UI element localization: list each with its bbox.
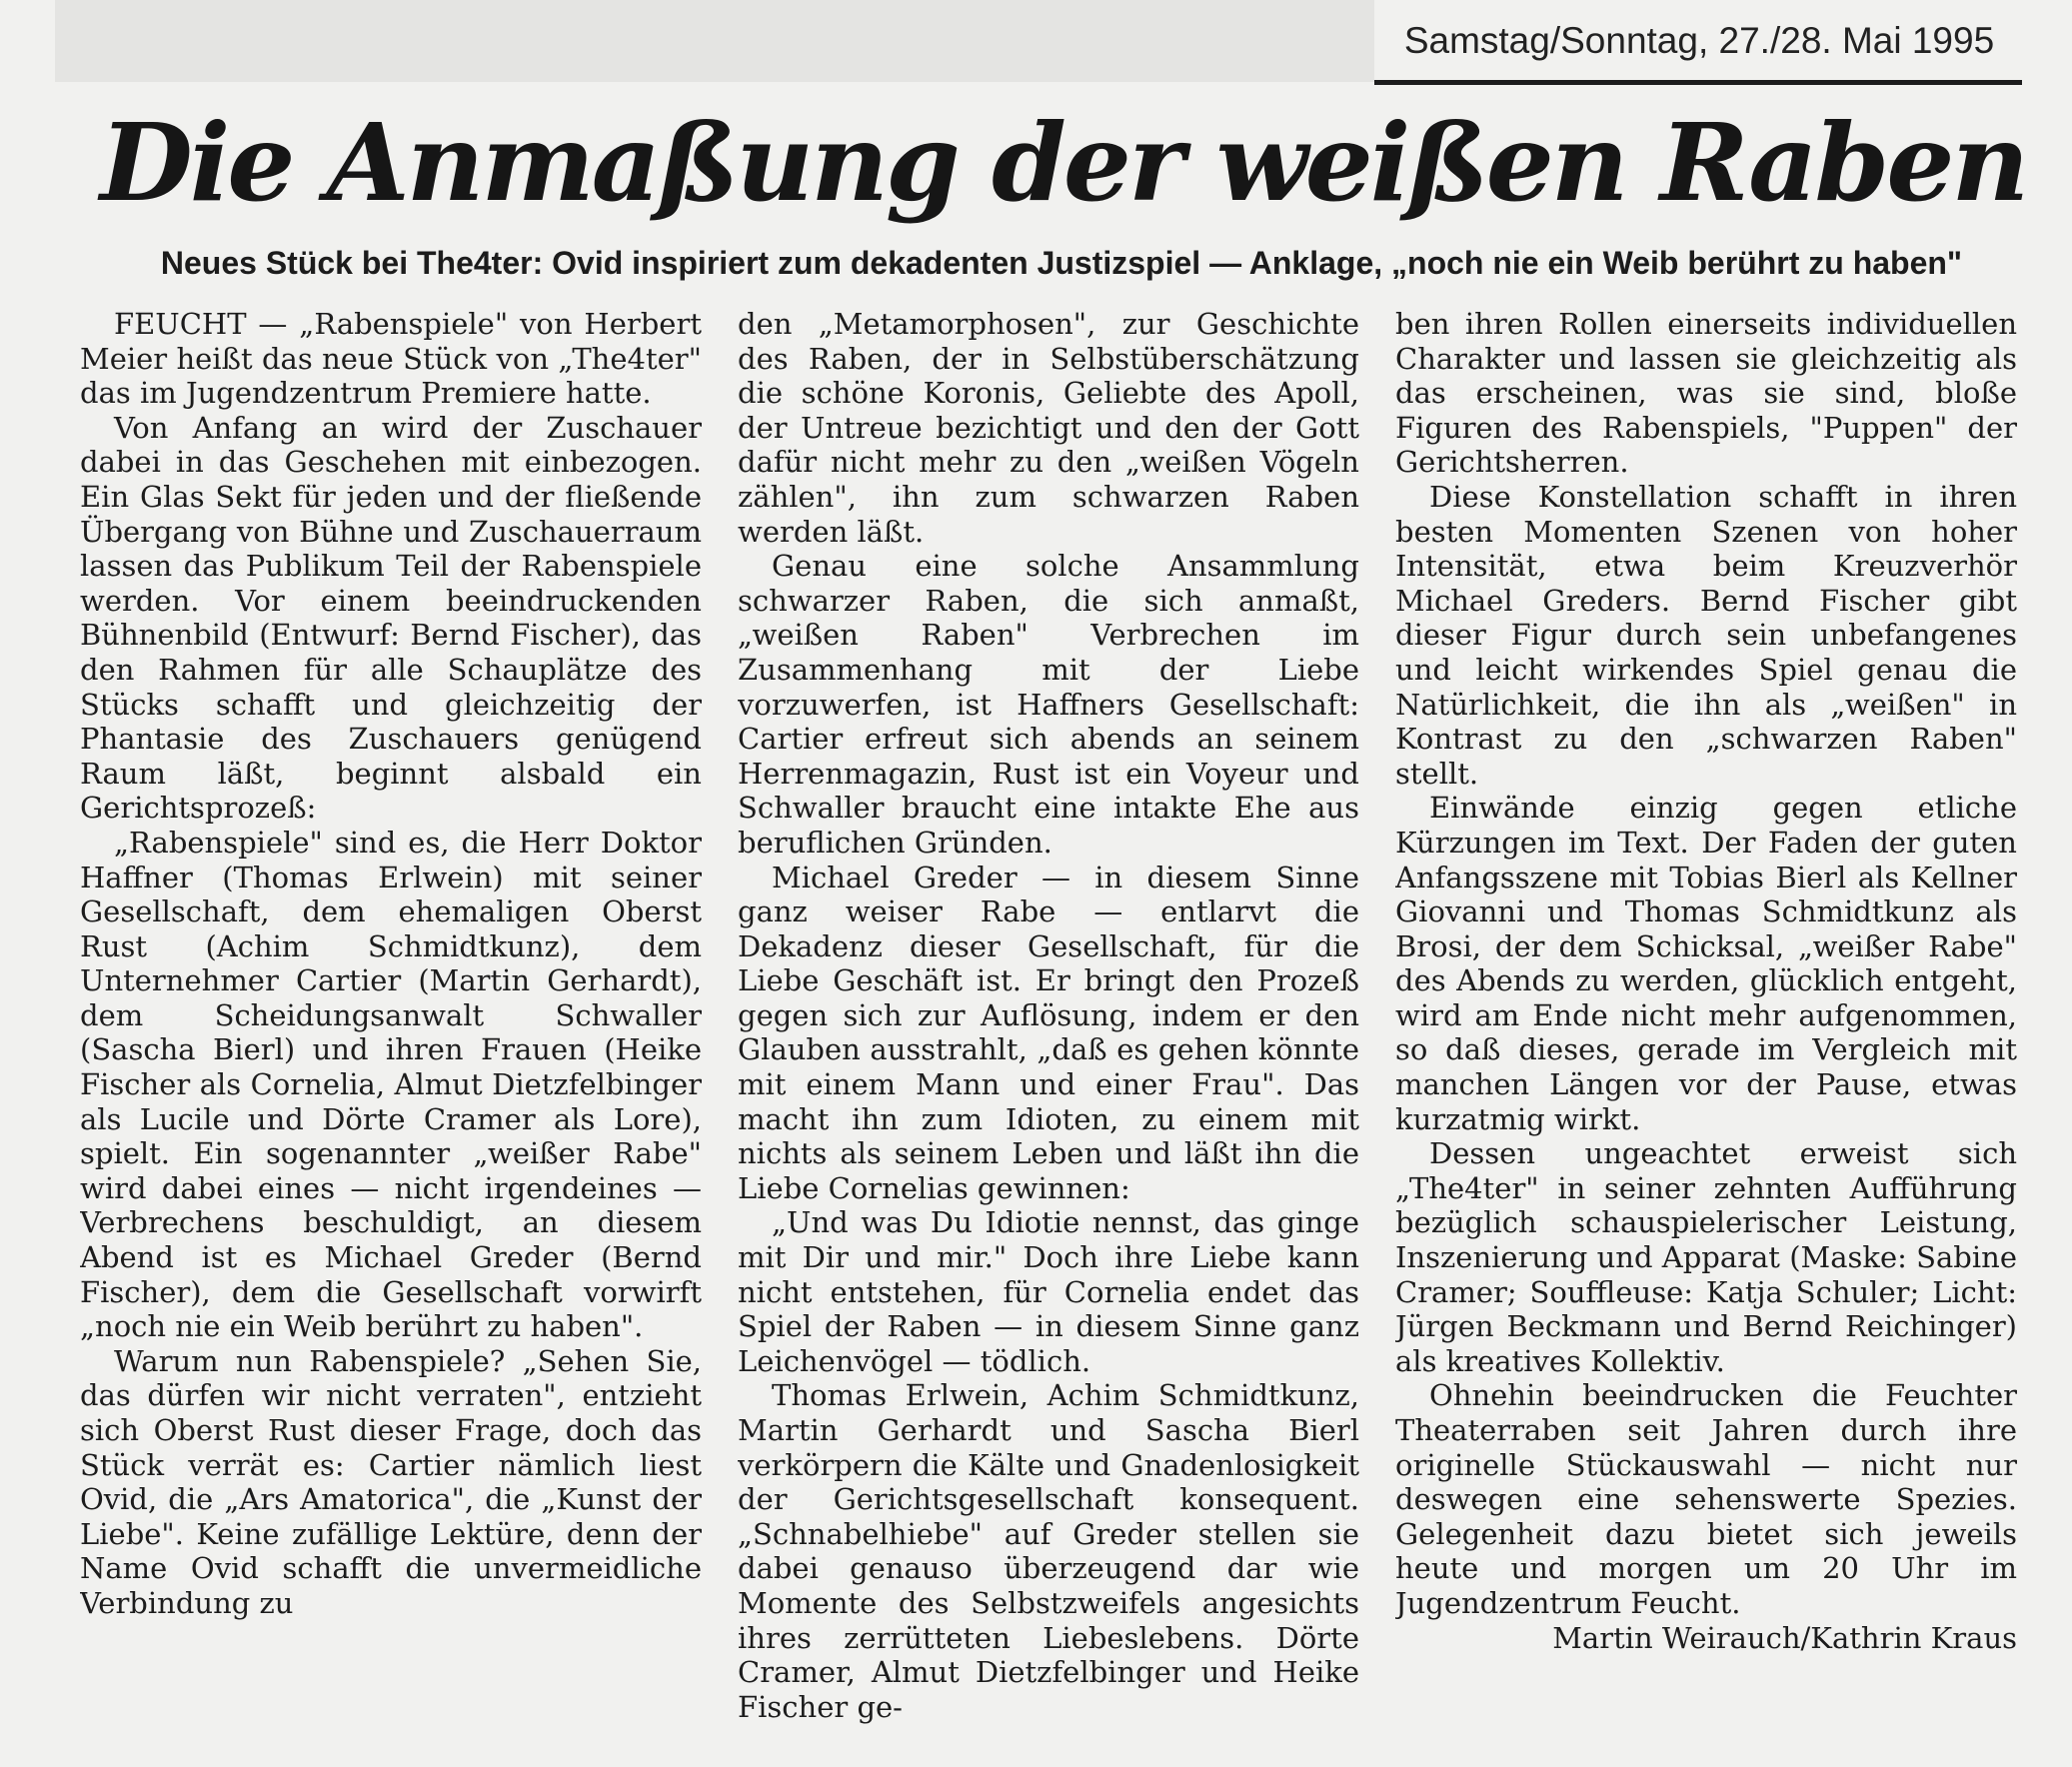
top-background-strip	[55, 0, 1374, 82]
article-column-2	[738, 307, 1359, 1761]
article-paragraph: Von Anfang an wird der Zuschauer dabei in das Geschehen mit einbezogen. Ein Glas Sekt für jeden und der fließende Übergang von Bühne und Zuschauerraum lassen das Publikum Teil der Rabenspiele werden. Vor einem beeindruckenden Bühnenbild (Entwurf: Bernd Fischer), das den Rahmen für alle Schauplätze des Stücks schafft und gleichzeitig der Phantasie des Zuschauers genügend Raum läßt, beginnt alsbald ein Gerichtsprozeß:	[80, 410, 702, 826]
date-rule	[1374, 80, 2022, 85]
article-paragraph: „Und was Du Idiotie nennst, das ginge mit Dir und mir." Doch ihre Liebe kann nicht entstehen, für Cornelia endet das Spiel der Raben — in diesem Sinne ganz Leichenvögel — tödlich.	[738, 1205, 1359, 1378]
article-paragraph: Einwände einzig gegen etliche Kürzungen im Text. Der Faden der guten Anfangsszene mit Tobias Bierl als Kellner Giovanni und Thomas Schmidtkunz als Brosi, der dem Schicksal, „weißer Rabe" des Abends zu werden, glücklich entgeht, wird am Ende nicht mehr aufgenommen, so daß dieses, gerade im Vergleich mit manchen Längen vor der Pause, etwas kurzatmig wirkt.	[1395, 791, 2017, 1136]
article-column-3	[1395, 307, 2017, 1761]
article-paragraph: „Rabenspiele" sind es, die Herr Doktor Haffner (Thomas Erlwein) mit seiner Gesellschaft, dem ehemaligen Oberst Rust (Achim Schmidtkunz), dem Unternehmer Cartier (Martin Gerhardt), dem Scheidungsanwalt Schwaller (Sascha Bierl) und ihren Frauen (Heike Fischer als Cornelia, Almut Dietzfelbinger als Lucile und Dörte Cramer als Lore), spielt. Ein sogenannter „weißer Rabe" wird dabei eines — nicht irgendeines — Verbrechens beschuldigt, an diesem Abend ist es Michael Greder (Bernd Fischer), dem die Gesellschaft vorwirft „noch nie ein Weib berührt zu haben".	[80, 825, 702, 1344]
issue-date: Samstag/Sonntag, 27./28. Mai 1995	[1403, 20, 1995, 61]
article-column-1	[80, 307, 702, 1761]
article-paragraph: FEUCHT — „Rabenspiele" von Herbert Meier heißt das neue Stück von „The4ter" das im Jugendzentrum Premiere hatte.	[80, 307, 702, 411]
article-subheadline: Neues Stück bei The4ter: Ovid inspiriert zum dekadenten Justizspiel — Anklage, „noch nie ein Weib berührt zu haben"	[160, 245, 1963, 281]
article-paragraph: Genau eine solche Ansammlung schwarzer Raben, die sich anmaßt, „weißen Raben" Verbrechen im Zusammenhang mit der Liebe vorzuwerfen, ist Haffners Gesellschaft: Cartier erfreut sich abends an seinem Herrenmagazin, Rust ist ein Voyeur und Schwaller braucht eine intakte Ehe aus beruflichen Gründen.	[738, 549, 1359, 860]
article-headline: Die Anmaßung der weißen Raben	[100, 101, 2027, 226]
article-paragraph: den „Metamorphosen", zur Geschichte des Raben, der in Selbstüberschätzung die schöne Koronis, Geliebte des Apoll, der Untreue bezichtigt und den der Gott dafür nicht mehr zu den „weißen Vögeln zählen", ihn zum schwarzen Raben werden läßt.	[738, 307, 1359, 549]
article-paragraph: ben ihren Rollen einerseits individuellen Charakter und lassen sie gleichzeitig als das erscheinen, was sie sind, bloße Figuren des Rabenspiels, "Puppen" der Gerichtsherren.	[1395, 307, 2017, 480]
article-paragraph: Thomas Erlwein, Achim Schmidtkunz, Martin Gerhardt und Sascha Bierl verkörpern die Kälte und Gnadenlosigkeit der Gerichtsgesellschaft konsequent. „Schnabelhiebe" auf Greder stellen sie dabei genauso überzeugend dar wie Momente des Selbstzweifels angesichts ihres zerrütteten Liebeslebens. Dörte Cramer, Almut Dietzfelbinger und Heike Fischer ge-	[738, 1378, 1359, 1724]
article-paragraph: Michael Greder — in diesem Sinne ganz weiser Rabe — entlarvt die Dekadenz dieser Gesellschaft, für die Liebe Geschäft ist. Er bringt den Prozeß gegen sich zur Auflösung, indem er den Glauben ausstrahlt, „daß es gehen könnte mit einem Mann und einer Frau". Das macht ihn zum Idioten, zu einem mit nichts als seinem Leben und läßt ihn die Liebe Cornelias gewinnen:	[738, 860, 1359, 1205]
article-paragraph: Warum nun Rabenspiele? „Sehen Sie, das dürfen wir nicht verraten", entzieht sich Oberst Rust dieser Frage, doch das Stück verrät es: Cartier nämlich liest Ovid, die „Ars Amatorica", die „Kunst der Liebe". Keine zufällige Lektüre, denn der Name Ovid schafft die unvermeidliche Verbindung zu	[80, 1343, 702, 1620]
article-paragraph: Dessen ungeachtet erweist sich „The4ter" in seiner zehnten Aufführung bezüglich schauspielerischer Leistung, Inszenierung und Apparat (Maske: Sabine Cramer; Souffleuse: Katja Schuler; Licht: Jürgen Beckmann und Bernd Reichinger) als kreatives Kollektiv.	[1395, 1136, 2017, 1378]
article-paragraph: Diese Konstellation schafft in ihren besten Momenten Szenen von hoher Intensität, etwa beim Kreuzverhör Michael Greders. Bernd Fischer gibt dieser Figur durch sein unbefangenes und leicht wirkendes Spiel genau die Natürlichkeit, die ihn als „weißen" in Kontrast zu den „schwarzen Raben" stellt.	[1395, 479, 2017, 791]
article-paragraph: Ohnehin beeindrucken die Feuchter Theaterraben seit Jahren durch ihre originelle Stückauswahl — nicht nur deswegen eine sehenswerte Spezies. Gelegenheit dazu bietet sich jeweils heute und morgen um 20 Uhr im Jugendzentrum Feucht.	[1395, 1378, 2017, 1620]
article-byline: Martin Weirauch/Kathrin Kraus	[1552, 1620, 2017, 1655]
